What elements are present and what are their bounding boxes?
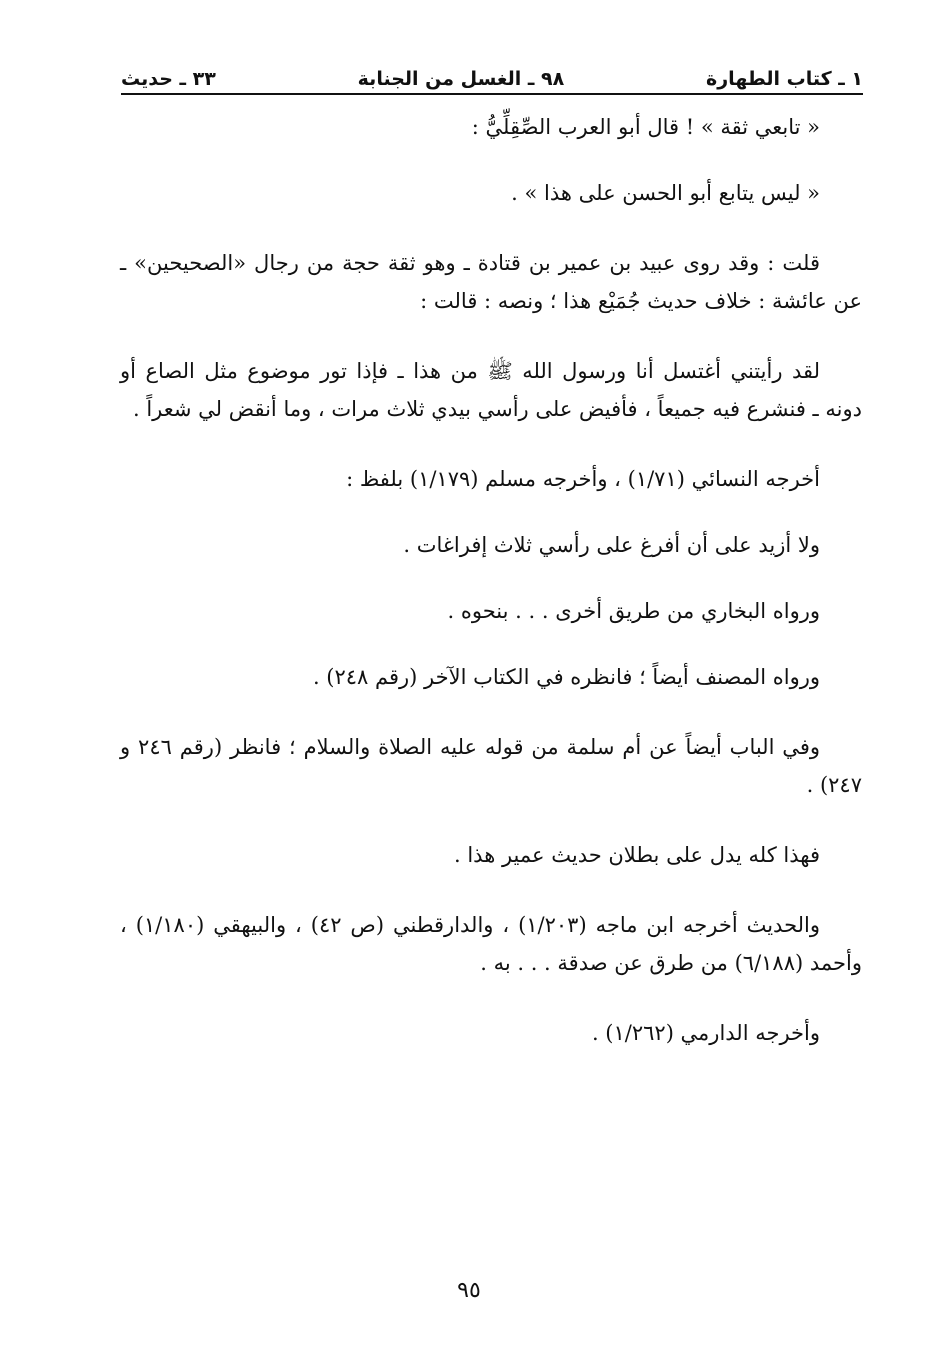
paragraph-5: أخرجه النسائي (١/٧١) ، وأخرجه مسلم (١/١٧٩) بلفظ : <box>346 467 820 491</box>
paragraph-4: لقد رأيتني أغتسل أنا ورسول الله ﷺ من هذا ـ فإذا تور موضوع مثل الصاع أو دونه ـ فنشرع فيه جميعاً ، فأفيض على رأسي بيدي ثلاث مرات ، وما أنقض لي شعراً . <box>120 359 862 421</box>
page-body <box>120 108 862 1052</box>
paragraph-6: ولا أزيد على أن أفرغ على رأسي ثلاث إفراغات . <box>403 533 820 557</box>
paragraph-7: ورواه البخاري من طريق أخرى . . . بنحوه . <box>447 599 820 623</box>
paragraph-8: ورواه المصنف أيضاً ؛ فانظره في الكتاب الآخر (رقم ٢٤٨) . <box>312 665 820 689</box>
running-header <box>121 58 863 90</box>
paragraph-10: فهذا كله يدل على بطلان حديث عمير هذا . <box>454 843 820 867</box>
paragraph-1: « تابعي ثقة » ! قال أبو العرب الصِّقِلِّيُّ : <box>471 115 820 139</box>
paragraph-11: والحديث أخرجه ابن ماجه (١/٢٠٣) ، والدارقطني (ص ٤٢) ، والبيهقي (١/١٨٠) ، وأحمد (٦/١٨٨) من طرق عن صدقة . . . به . <box>120 913 862 975</box>
paragraph-9: وفي الباب أيضاً عن أم سلمة من قوله عليه الصلاة والسلام ؛ فانظر (رقم ٢٤٦ و ٢٤٧) . <box>120 735 862 797</box>
paragraph-3: قلت : وقد روى عبيد بن عمير بن قتادة ـ وهو ثقة حجة من رجال «الصحيحين» ـ عن عائشة : خلاف حديث جُمَيْع هذا ؛ ونصه : قالت : <box>120 251 862 313</box>
header-chapter-title: ٩٨ ـ الغسل من الجنابة <box>357 68 565 90</box>
header-book-title: ١ ـ كتاب الطهارة <box>706 68 863 90</box>
paragraph-12: وأخرجه الدارمي (١/٢٦٢) . <box>591 1021 820 1045</box>
paragraph-2: « ليس يتابع أبو الحسن على هذا » . <box>511 181 820 205</box>
header-hadith-number: ٣٣ ـ حديث <box>121 68 216 90</box>
header-rule <box>121 93 863 95</box>
page-number: ٩٥ <box>457 1278 481 1303</box>
